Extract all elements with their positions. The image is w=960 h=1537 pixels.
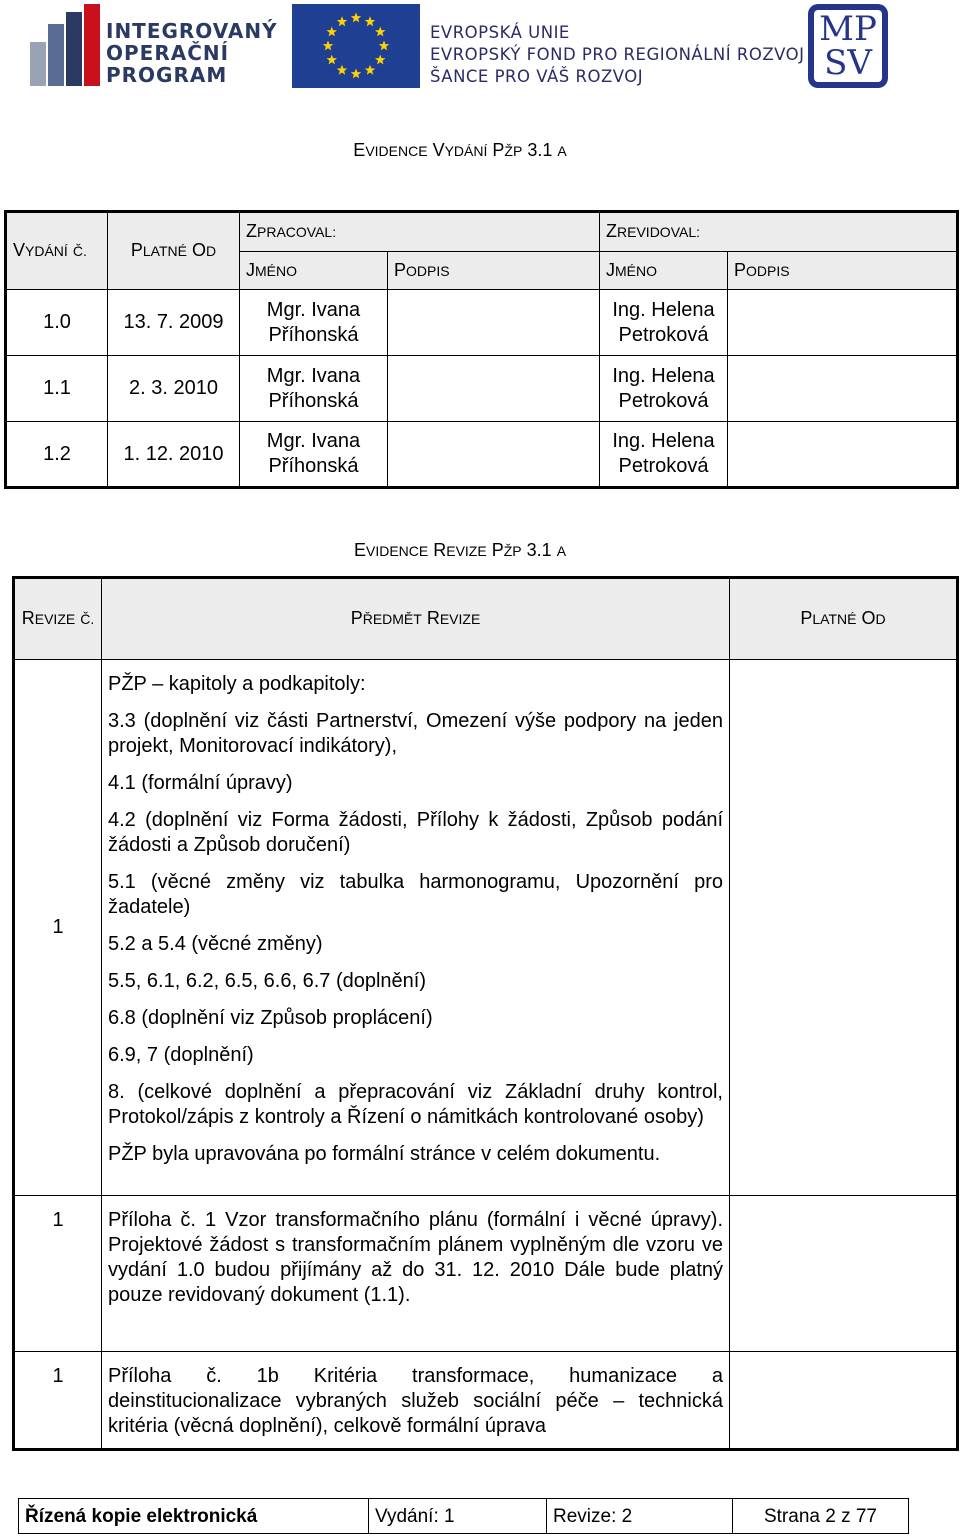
subject-paragraph: PŽP – kapitoly a podkapitoly: (108, 673, 366, 695)
subject-paragraph: Příloha č. 1b Kritéria transformace, humanizace a deinstitucionalizace vybraných služeb sociální péče – technická kritéria (věcná doplnění), celkově formální úprava (108, 1365, 723, 1437)
subject-paragraph: Příloha č. 1 Vzor transformačního plánu (formální i věcné úpravy). Projektové žádost s transformačním plánem vyplněným dle vzoru ve vydání 1.0 budou přijímány až do 31. 12. 2010 Dále bude platný pouze revidovaný dokument (1.1). (108, 1209, 723, 1306)
eu-star-icon (327, 55, 338, 65)
revision-table (12, 576, 959, 1451)
prepared-name: Mgr. Ivana Příhonská (240, 356, 388, 422)
iop-logo-text (106, 20, 278, 86)
subject-paragraph: 8. (celkové doplnění a přepracování viz Základní druhy kontrol, Protokol/zápis z kontroly a Řízení o námitkách kontrolované osoby) (108, 1081, 723, 1128)
col-sign-header: PODPIS (388, 252, 600, 290)
issue-number: 1.1 (6, 356, 108, 422)
col-prepared-header: ZPRACOVAL: (240, 212, 600, 252)
iop-line: OPERAČNÍ (106, 41, 230, 65)
reviewed-name: Ing. Helena Petroková (600, 290, 728, 356)
subject-paragraph: PŽP byla upravována po formální stránce v celém dokumentu. (108, 1143, 661, 1165)
issue-row (6, 290, 958, 356)
col-issue-header: VYDÁNÍ Č. (6, 212, 108, 290)
eu-line: ŠANCE PRO VÁŠ ROZVOJ (430, 67, 644, 86)
eu-star-icon (337, 65, 347, 75)
iop-line: PROGRAM (106, 63, 228, 87)
eu-line: EVROPSKÝ FOND PRO REGIONÁLNÍ ROZVOJ (430, 45, 805, 64)
iop-logo-icon (30, 4, 100, 86)
eu-star-icon (379, 41, 389, 51)
eu-star-icon (323, 41, 333, 51)
issue-table-title: EVIDENCE VYDÁNÍ PŽP 3.1 A (353, 140, 567, 160)
iop-line: INTEGROVANÝ (106, 19, 278, 43)
reviewed-name: Ing. Helena Petroková (600, 356, 728, 422)
col-valid-header: PLATNÉ OD (108, 212, 240, 290)
subject-paragraph: 5.2 a 5.4 (věcné změny) (108, 933, 323, 955)
eu-caption (430, 22, 804, 88)
eu-star-icon (375, 55, 386, 65)
col-name-header: JMÉNO (240, 252, 388, 290)
issue-row (6, 356, 958, 422)
issue-number: 1.0 (6, 290, 108, 356)
mpsv-logo-icon (808, 4, 888, 88)
revision-subject (102, 1352, 730, 1450)
issue-valid-date: 13. 7. 2009 (108, 290, 240, 356)
eu-star-icon (365, 65, 375, 75)
eu-line: EVROPSKÁ UNIE (430, 23, 570, 42)
col-sign-header: PODPIS (728, 252, 958, 290)
issue-table (4, 210, 959, 489)
footer-revision: Revize: 2 (547, 1499, 733, 1534)
subject-paragraph: 5.1 (věcné změny viz tabulka harmonogramu, Upozornění pro žadatele) (108, 871, 723, 918)
col-reviewed-header: ZREVIDOVAL: (600, 212, 958, 252)
reviewed-signature (728, 422, 958, 488)
subject-paragraph: 5.5, 6.1, 6.2, 6.5, 6.6, 6.7 (doplnění) (108, 970, 426, 992)
revision-valid-date (730, 1352, 958, 1450)
prepared-signature (388, 290, 600, 356)
prepared-signature (388, 356, 600, 422)
eu-flag-icon (292, 4, 420, 88)
eu-star-icon (351, 69, 361, 79)
col-name-header: JMÉNO (600, 252, 728, 290)
prepared-signature (388, 422, 600, 488)
mpsv-logo-line: MP (819, 9, 877, 49)
issue-valid-date: 1. 12. 2010 (108, 422, 240, 488)
col-valid-header: PLATNÉ OD (730, 578, 958, 660)
footer-issue: Vydání: 1 (369, 1499, 547, 1534)
col-rev-header: REVIZE Č. (14, 578, 102, 660)
revision-subject (102, 1196, 730, 1352)
reviewed-name: Ing. Helena Petroková (600, 422, 728, 488)
eu-star-icon (365, 16, 375, 26)
revision-number: 1 (14, 660, 102, 1196)
mpsv-logo-line: SV (824, 43, 872, 83)
eu-star-icon (327, 27, 338, 37)
page-footer (18, 1498, 909, 1534)
revision-valid-date (730, 1196, 958, 1352)
revision-row (14, 1196, 958, 1352)
footer-page: Strana 2 z 77 (733, 1499, 909, 1534)
subject-paragraph: 4.2 (doplnění viz Forma žádosti, Přílohy k žádosti, Způsob podání žádosti a Způsob doručení) (108, 809, 723, 856)
subject-paragraph: 6.9, 7 (doplnění) (108, 1044, 254, 1066)
subject-paragraph: 6.8 (doplnění viz Způsob proplácení) (108, 1007, 433, 1029)
revision-row (14, 660, 958, 1196)
eu-star-icon (351, 13, 361, 23)
issue-number: 1.2 (6, 422, 108, 488)
eu-star-icon (337, 16, 347, 26)
revision-number: 1 (14, 1196, 102, 1352)
reviewed-signature (728, 356, 958, 422)
subject-paragraph: 3.3 (doplnění viz části Partnerství, Omezení výše podpory na jeden projekt, Monitorovací indikátory), (108, 710, 723, 757)
subject-paragraph: 4.1 (formální úpravy) (108, 772, 293, 794)
revision-subject (102, 660, 730, 1196)
issue-row (6, 422, 958, 488)
prepared-name: Mgr. Ivana Příhonská (240, 290, 388, 356)
prepared-name: Mgr. Ivana Příhonská (240, 422, 388, 488)
revision-table-title: EVIDENCE REVIZE PŽP 3.1 A (353, 540, 567, 560)
issue-valid-date: 2. 3. 2010 (108, 356, 240, 422)
revision-valid-date (730, 660, 958, 1196)
revision-row (14, 1352, 958, 1450)
revision-number: 1 (14, 1352, 102, 1450)
col-subject-header: PŘEDMĚT REVIZE (102, 578, 730, 660)
footer-copy: Řízená kopie elektronická (19, 1499, 369, 1534)
reviewed-signature (728, 290, 958, 356)
eu-star-icon (375, 27, 386, 37)
